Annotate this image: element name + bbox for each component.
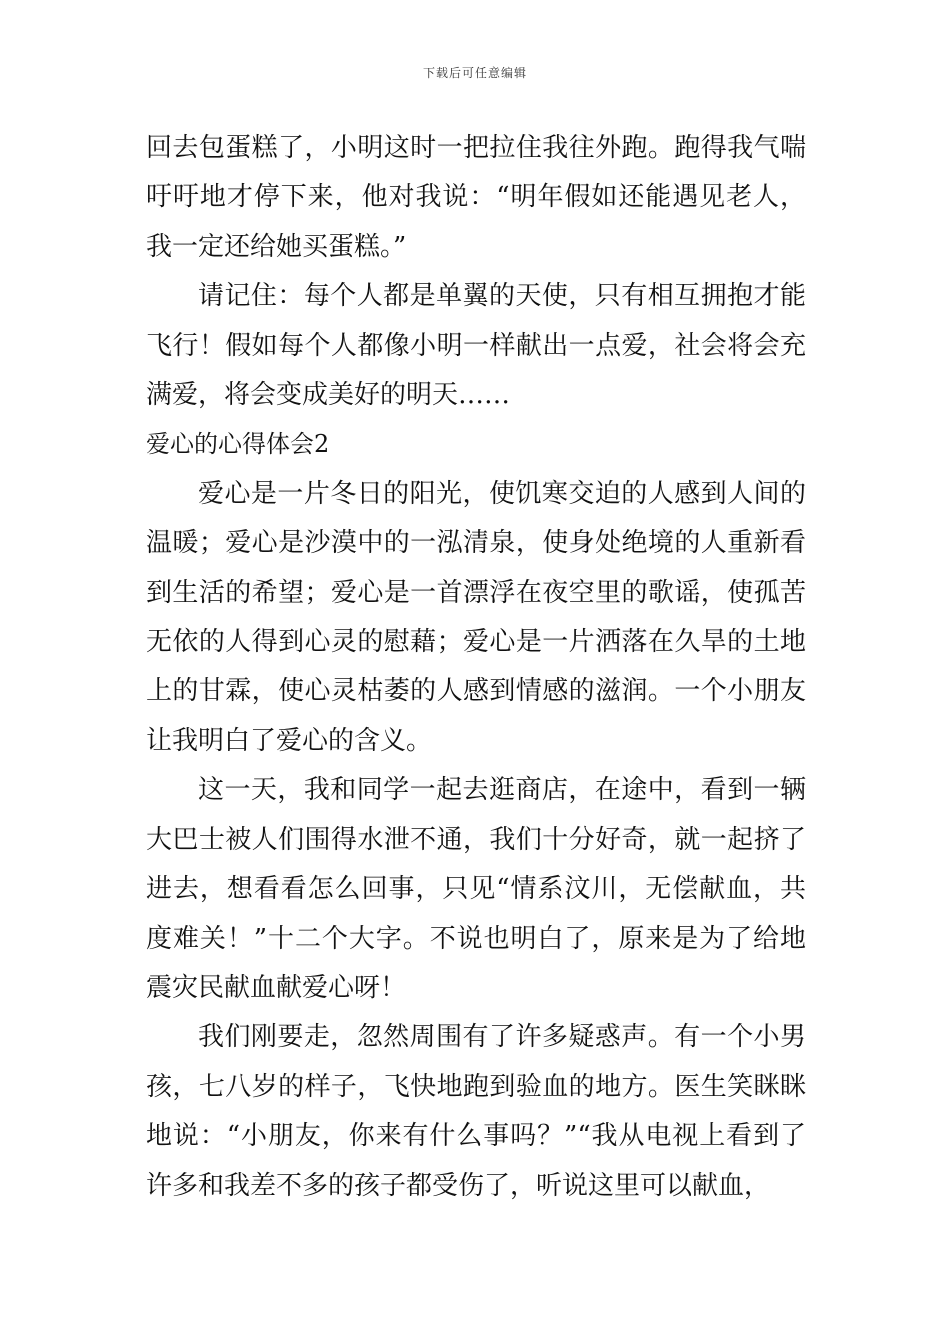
section-paragraph-2: 这一天，我和同学一起去逛商店，在途中，看到一辆大巴士被人们围得水泄不通，我们十分好奇，就一起挤了进去，想看看怎么回事，只见“情系汶川，无偿献血，共度难关！”十二个大字。不说也明白了，原来是为了给地震灾民献血献爱心呀！ bbox=[146, 775, 806, 1003]
document-body bbox=[146, 124, 806, 1211]
page-header-note: 下载后可任意编辑 bbox=[422, 66, 527, 80]
section-title: 爱心的心得体会2 bbox=[146, 430, 330, 459]
section-paragraph-1: 爱心是一片冬日的阳光，使饥寒交迫的人感到人间的温暖；爱心是沙漠中的一泓清泉，使身处绝境的人重新看到生活的希望；爱心是一首漂浮在夜空里的歌谣，使孤苦无依的人得到心灵的慰藉；爱心是一片洒落在久旱的土地上的甘霖，使心灵枯萎的人感到情感的滋润。一个小朋友让我明白了爱心的含义。 bbox=[146, 478, 806, 756]
paragraph-continuation: 回去包蛋糕了，小明这时一把拉住我往外跑。跑得我气喘吁吁地才停下来，他对我说：“明年假如还能遇见老人，我一定还给她买蛋糕。” bbox=[146, 133, 806, 262]
section-paragraph-3: 我们刚要走，忽然周围有了许多疑惑声。有一个小男孩，七八岁的样子，飞快地跑到验血的地方。医生笑眯眯地说：“小朋友，你来有什么事吗？”“我从电视上看到了许多和我差不多的孩子都受伤了，听说这里可以献血， bbox=[146, 1022, 806, 1201]
paragraph-conclusion: 请记住：每个人都是单翼的天使，只有相互拥抱才能飞行！假如每个人都像小明一样献出一点爱，社会将会充满爱，将会变成美好的明天…… bbox=[146, 281, 806, 411]
